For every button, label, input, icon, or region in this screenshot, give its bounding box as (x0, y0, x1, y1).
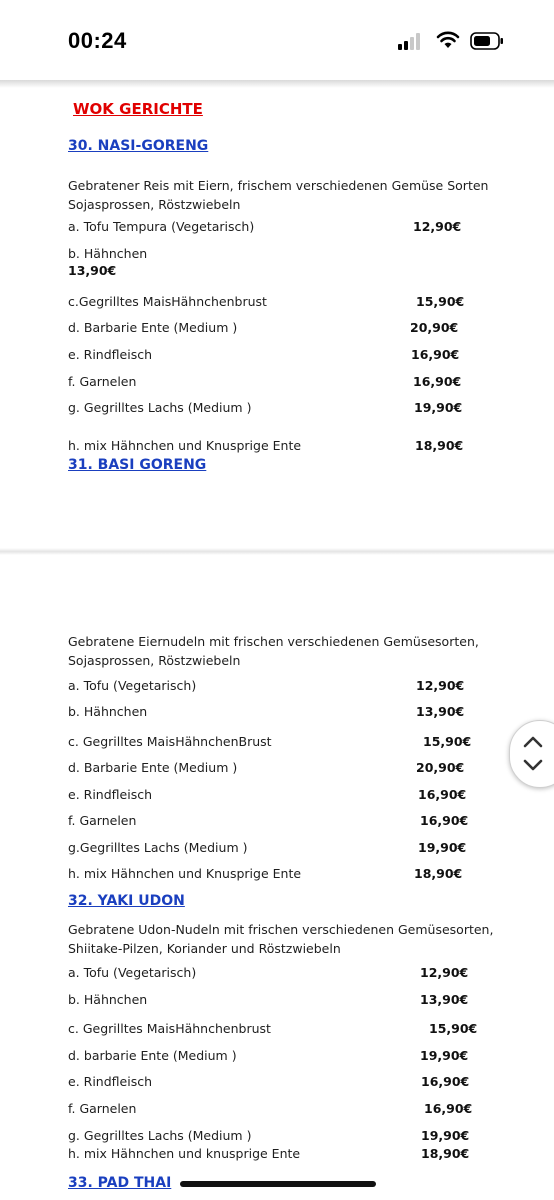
menu-item: a. Tofu Tempura (Vegetarisch) (68, 219, 255, 234)
item-price: 19,90€ (414, 400, 463, 415)
chevron-up-icon[interactable] (522, 735, 544, 749)
menu-item: f. Garnelen (68, 374, 137, 389)
cellular-signal-icon (398, 32, 424, 50)
item-price: 20,90€ (416, 760, 465, 775)
menu-item: a. Tofu (Vegetarisch) (68, 965, 197, 980)
dish-title-33[interactable]: 33. PAD THAI (68, 1175, 172, 1191)
item-price: 19,90€ (418, 840, 467, 855)
item-price: 18,90€ (414, 866, 463, 881)
home-indicator[interactable] (180, 1181, 376, 1187)
menu-item: d. Barbarie Ente (Medium ) (68, 760, 238, 775)
dish-description-30: Gebratener Reis mit Eiern, frischem verschiedenen Gemüse Sorten Sojasprossen, Röstzwiebeln (68, 178, 489, 212)
menu-item: e. Rindfleisch (68, 787, 152, 802)
item-price: 16,90€ (420, 813, 469, 828)
item-price: 18,90€ (421, 1146, 470, 1161)
status-time: 00:24 (68, 28, 127, 53)
item-price: 12,90€ (413, 219, 462, 234)
item-price: 16,90€ (421, 1074, 470, 1089)
menu-item: b. Hähnchen (68, 246, 148, 261)
menu-item: h. mix Hähnchen und Knusprige Ente (68, 438, 302, 453)
item-price: 12,90€ (416, 678, 465, 693)
item-price: 15,90€ (416, 294, 465, 309)
item-price: 13,90€ (416, 704, 465, 719)
menu-item: c.Gegrilltes MaisHähnchenbrust (68, 294, 267, 309)
page-nav-control[interactable] (509, 720, 554, 788)
menu-item: d. Barbarie Ente (Medium ) (68, 320, 238, 335)
menu-item: e. Rindfleisch (68, 347, 152, 362)
menu-item: f. Garnelen (68, 1101, 137, 1116)
item-price: 18,90€ (415, 438, 464, 453)
menu-item: h. mix Hähnchen und knusprige Ente (68, 1146, 301, 1161)
item-price: 19,90€ (420, 1048, 469, 1063)
chevron-down-icon[interactable] (522, 758, 544, 772)
item-price: 16,90€ (411, 347, 460, 362)
menu-item: g. Gegrilltes Lachs (Medium ) (68, 1128, 252, 1143)
section-title: WOK GERICHTE (73, 100, 203, 118)
item-price: 15,90€ (429, 1021, 478, 1036)
item-price: 16,90€ (424, 1101, 473, 1116)
menu-item: h. mix Hähnchen und Knusprige Ente (68, 866, 302, 881)
menu-item: c. Gegrilltes MaisHähnchenbrust (68, 1021, 271, 1036)
page-divider (0, 548, 554, 555)
item-price: 16,90€ (418, 787, 467, 802)
dish-description-32: Gebratene Udon-Nudeln mit frischen verschiedenen Gemüsesorten, Shiitake-Pilzen, Koriander und Röstzwiebeln (68, 922, 494, 956)
menu-item: e. Rindfleisch (68, 1074, 152, 1089)
item-price: 20,90€ (410, 320, 459, 335)
header-shadow (0, 80, 554, 88)
item-price: 12,90€ (420, 965, 469, 980)
item-price: 19,90€ (421, 1128, 470, 1143)
menu-item: a. Tofu (Vegetarisch) (68, 678, 197, 693)
item-price: 15,90€ (423, 734, 472, 749)
wifi-icon (436, 30, 460, 50)
dish-title-32[interactable]: 32. YAKI UDON (68, 893, 185, 909)
dish-description-31: Gebratene Eiernudeln mit frischen verschiedenen Gemüsesorten, Sojasprossen, Röstzwiebeln (68, 634, 479, 668)
menu-item: f. Garnelen (68, 813, 137, 828)
menu-item: c. Gegrilltes MaisHähnchenBrust (68, 734, 272, 749)
menu-item: d. barbarie Ente (Medium ) (68, 1048, 237, 1063)
menu-item: g. Gegrilltes Lachs (Medium ) (68, 400, 252, 415)
dish-title-30[interactable]: 30. NASI-GORENG (68, 138, 209, 154)
menu-item: b. Hähnchen (68, 992, 148, 1007)
item-price: 13,90€ (420, 992, 469, 1007)
battery-icon (470, 31, 504, 51)
item-price: 16,90€ (413, 374, 462, 389)
status-bar (0, 0, 554, 82)
dish-title-31[interactable]: 31. BASI GORENG (68, 457, 207, 473)
item-price: 13,90€ (68, 263, 117, 278)
menu-item: b. Hähnchen (68, 704, 148, 719)
menu-item: g.Gegrilltes Lachs (Medium ) (68, 840, 248, 855)
